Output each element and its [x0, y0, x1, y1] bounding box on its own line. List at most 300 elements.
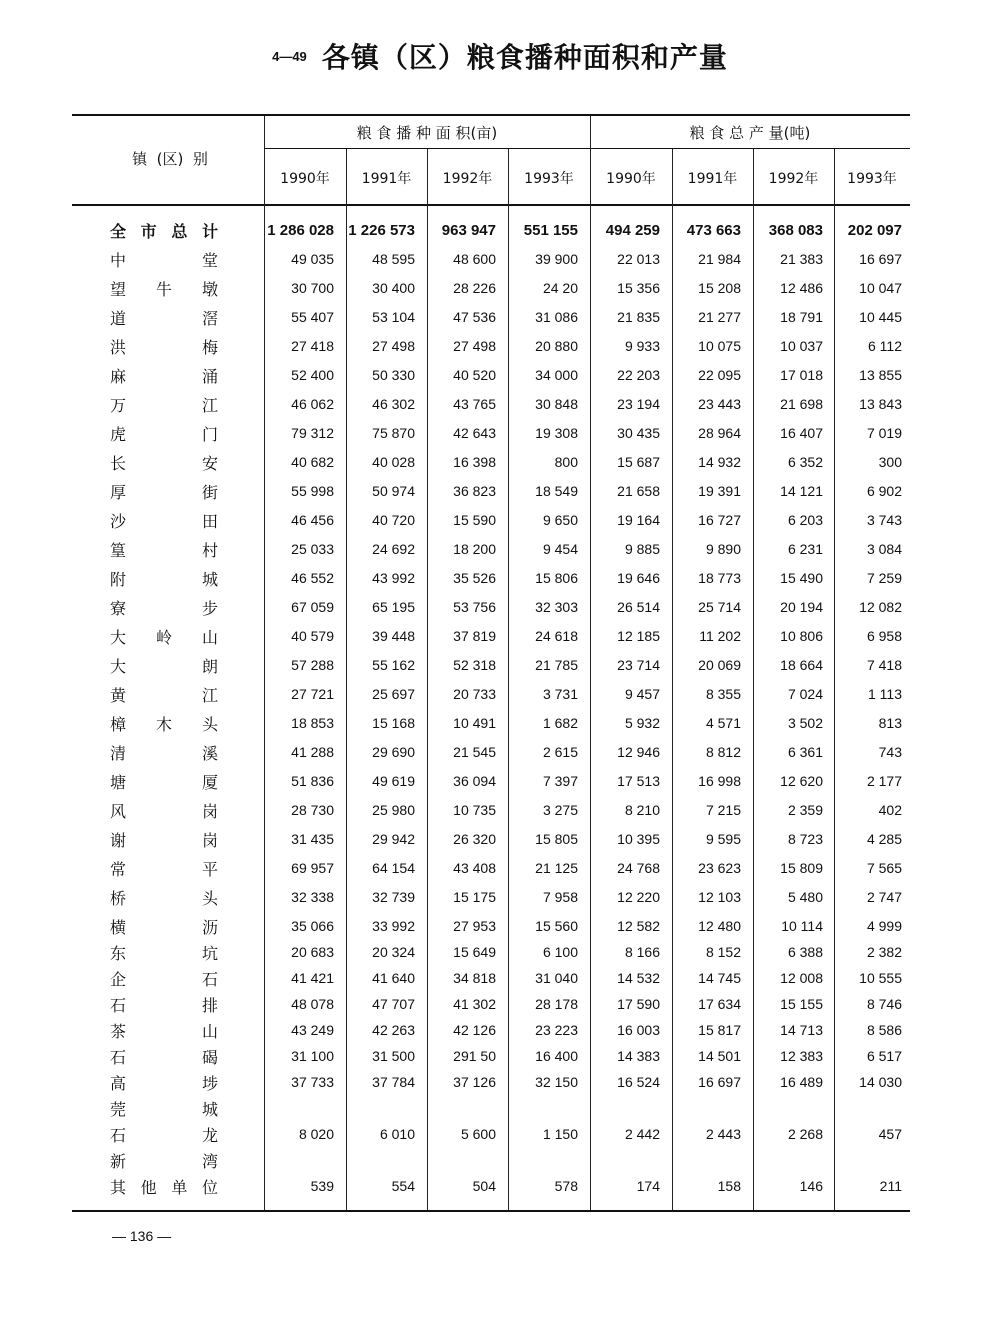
table-row [72, 798, 910, 823]
yield-value-cell: 26 514 [617, 599, 660, 615]
area-value-cell: 9 650 [542, 512, 578, 528]
yield-value-cell: 12 486 [780, 280, 823, 296]
area-value-cell: 7 397 [542, 773, 578, 789]
region-name-char: 樟 [110, 715, 127, 734]
region-name-char: 碣 [201, 1048, 218, 1067]
region-name-char: 步 [201, 599, 218, 618]
region-name-char: 常 [110, 860, 127, 879]
area-value-cell: 42 643 [453, 425, 496, 441]
table-row [72, 856, 910, 881]
yield-value-cell: 16 003 [617, 1022, 660, 1038]
area-value-cell: 35 526 [453, 570, 496, 586]
region-name [110, 885, 218, 910]
area-value-cell: 9 454 [542, 541, 578, 557]
region-name-char: 篁 [110, 541, 127, 560]
region-name-char: 城 [201, 1100, 218, 1119]
region-name-char: 埗 [201, 1074, 218, 1093]
region-name-char: 山 [201, 628, 218, 647]
area-value-cell: 16 400 [535, 1048, 578, 1064]
year-header: 1993年 [847, 171, 897, 187]
area-value-cell [258, 1096, 334, 1121]
yield-value-cell: 23 623 [698, 860, 741, 876]
yield-value-cell: 6 112 [868, 338, 902, 354]
region-name-char: 平 [201, 860, 218, 879]
region-name [110, 566, 218, 591]
region-name-char: 墩 [201, 280, 218, 299]
yield-value-cell: 6 361 [787, 744, 823, 760]
area-value-cell: 65 195 [372, 599, 415, 615]
yield-value-cell: 1 113 [868, 686, 902, 702]
area-value-cell: 18 200 [453, 541, 496, 557]
table-row [72, 769, 910, 794]
area-value-cell: 37 733 [291, 1074, 334, 1090]
yield-value-cell: 19 646 [617, 570, 660, 586]
yield-value-cell: 12 946 [617, 744, 660, 760]
year-header: 1991年 [361, 171, 412, 187]
region-name-char: 岗 [201, 831, 218, 850]
area-value-cell: 33 992 [372, 918, 415, 934]
table-row [72, 1018, 910, 1043]
area-value-cell: 29 690 [372, 744, 415, 760]
yield-value-cell [584, 1148, 660, 1173]
yield-value-cell: 16 407 [780, 425, 823, 441]
region-name [110, 363, 218, 388]
area-value-cell: 52 400 [291, 367, 334, 383]
region-name [110, 595, 218, 620]
area-value-cell: 37 126 [453, 1074, 496, 1090]
area-value-cell: 551 155 [523, 222, 578, 239]
area-value-cell: 21 125 [535, 860, 578, 876]
area-value-cell: 34 818 [453, 970, 496, 986]
table-row [72, 392, 910, 417]
region-name-char: 田 [201, 512, 218, 531]
yield-value-cell: 23 443 [698, 396, 741, 412]
area-value-cell: 35 066 [291, 918, 334, 934]
area-value-cell: 30 848 [535, 396, 578, 412]
region-name-char: 溪 [201, 744, 218, 763]
yield-value-cell [747, 1148, 823, 1173]
yield-value-cell: 5 932 [624, 715, 660, 731]
area-value-cell: 51 836 [291, 773, 334, 789]
yield-value-cell: 3 084 [866, 541, 902, 557]
yield-value-cell: 8 812 [705, 744, 741, 760]
region-name-char: 风 [110, 802, 127, 821]
yield-value-cell: 4 285 [866, 831, 902, 847]
yield-group-header: 粮 食 总 产 量(吨) [689, 124, 811, 142]
area-value-cell: 20 324 [372, 944, 415, 960]
yield-value-cell: 6 958 [866, 628, 902, 644]
region-name-char: 涌 [201, 367, 218, 386]
area-value-cell: 578 [554, 1178, 578, 1194]
yield-value-cell: 6 388 [787, 944, 823, 960]
yield-value-cell: 300 [878, 454, 902, 470]
yield-value-cell: 22 095 [698, 367, 741, 383]
yield-value-cell: 12 480 [698, 918, 741, 934]
header-bottom-rule [72, 204, 910, 206]
table-row [72, 1122, 910, 1147]
yield-value-cell: 11 202 [699, 628, 741, 644]
yield-value-cell: 494 259 [605, 222, 660, 239]
yield-value-cell: 14 030 [859, 1074, 902, 1090]
table-row [72, 276, 910, 301]
yield-value-cell: 21 698 [780, 396, 823, 412]
region-name-char: 附 [110, 570, 127, 589]
region-name [110, 305, 218, 330]
yield-value-cell: 9 885 [624, 541, 660, 557]
area-value-cell: 67 059 [291, 599, 334, 615]
region-name [110, 856, 218, 881]
table-number: 4—49 [272, 48, 307, 64]
yield-value-cell: 24 768 [617, 860, 660, 876]
area-value-cell: 28 226 [453, 280, 496, 296]
yield-value-cell: 14 932 [698, 454, 741, 470]
region-name-char: 沙 [110, 512, 127, 531]
yield-value-cell: 13 843 [859, 396, 902, 412]
yield-value-cell: 2 442 [624, 1126, 660, 1142]
yield-value-cell: 15 356 [617, 280, 660, 296]
area-value-cell: 3 275 [542, 802, 578, 818]
yield-value-cell: 9 595 [705, 831, 741, 847]
area-value-cell: 24 692 [372, 541, 415, 557]
area-value-cell: 27 418 [291, 338, 334, 354]
area-value-cell: 53 756 [453, 599, 496, 615]
table-row [72, 740, 910, 765]
area-value-cell: 23 223 [535, 1022, 578, 1038]
yield-value-cell: 2 359 [787, 802, 823, 818]
table-row [72, 1148, 910, 1173]
region-name-char: 牛 [155, 280, 172, 299]
yield-value-cell: 21 658 [617, 483, 660, 499]
area-value-cell: 55 407 [291, 309, 334, 325]
yield-value-cell: 21 277 [698, 309, 741, 325]
area-value-cell: 46 456 [291, 512, 334, 528]
region-name [110, 966, 218, 991]
yield-value-cell: 20 069 [698, 657, 741, 673]
area-value-cell: 1 150 [542, 1126, 578, 1142]
table-row [72, 479, 910, 504]
yield-value-cell: 7 418 [866, 657, 902, 673]
yield-value-cell: 8 210 [624, 802, 660, 818]
area-value-cell: 34 000 [535, 367, 578, 383]
region-name [110, 624, 218, 649]
area-value-cell: 32 338 [291, 889, 334, 905]
area-value-cell: 39 448 [372, 628, 415, 644]
region-name [110, 1174, 218, 1199]
yield-value-cell [826, 1148, 902, 1173]
yield-value-cell [665, 1096, 741, 1121]
region-name-char: 黄 [110, 686, 127, 705]
area-value-cell: 27 721 [291, 686, 334, 702]
area-value-cell: 40 520 [453, 367, 496, 383]
yield-value-cell: 23 194 [617, 396, 660, 412]
area-value-cell: 20 683 [291, 944, 334, 960]
yield-value-cell: 4 571 [705, 715, 741, 731]
yield-value-cell: 3 743 [866, 512, 902, 528]
area-value-cell: 47 707 [372, 996, 415, 1012]
area-value-cell: 32 739 [372, 889, 415, 905]
yield-value-cell: 10 555 [859, 970, 902, 986]
region-name [110, 450, 218, 475]
table-row [72, 566, 910, 591]
region-name-char: 位 [201, 1178, 218, 1197]
area-value-cell: 3 731 [542, 686, 578, 702]
area-value-cell: 50 974 [372, 483, 415, 499]
area-value-cell [420, 1096, 496, 1121]
area-value-cell: 10 735 [453, 802, 496, 818]
yield-value-cell: 17 590 [617, 996, 660, 1012]
yield-value-cell: 17 513 [617, 773, 660, 789]
yield-value-cell: 10 445 [859, 309, 902, 325]
yield-value-cell: 12 008 [780, 970, 823, 986]
yield-value-cell: 158 [717, 1178, 741, 1194]
yield-value-cell: 16 998 [698, 773, 741, 789]
region-name-char: 头 [201, 715, 218, 734]
year-header: 1990年 [280, 171, 330, 187]
region-name-char: 厚 [110, 483, 127, 502]
region-name-char: 他 [140, 1178, 157, 1197]
area-value-cell: 21 785 [535, 657, 578, 673]
region-name-char: 长 [110, 454, 127, 473]
area-value-cell: 1 286 028 [267, 222, 334, 239]
area-value-cell: 25 033 [291, 541, 334, 557]
region-name [110, 276, 218, 301]
yield-value-cell: 21 835 [617, 309, 660, 325]
yield-value-cell: 6 203 [787, 512, 823, 528]
table-row [72, 682, 910, 707]
yield-value-cell: 10 395 [617, 831, 660, 847]
area-value-cell: 26 320 [453, 831, 496, 847]
area-value-cell [339, 1148, 415, 1173]
region-name [110, 479, 218, 504]
region-name-char: 单 [171, 1178, 188, 1197]
region-name [110, 508, 218, 533]
area-value-cell: 48 078 [291, 996, 334, 1012]
region-name-char: 门 [201, 425, 218, 444]
yield-value-cell: 473 663 [686, 222, 741, 239]
yield-value-cell: 174 [636, 1178, 660, 1194]
yield-value-cell: 2 177 [866, 773, 902, 789]
table-row [72, 966, 910, 991]
area-value-cell: 15 560 [535, 918, 578, 934]
region-name-char: 虎 [110, 425, 127, 444]
area-value-cell: 20 733 [453, 686, 496, 702]
area-value-cell: 79 312 [291, 425, 334, 441]
area-value-cell: 40 720 [372, 512, 415, 528]
area-value-cell: 41 421 [291, 970, 334, 986]
year-header: 1993年 [524, 171, 574, 187]
area-value-cell: 8 020 [298, 1126, 334, 1142]
area-group-header: 粮 食 播 种 面 积(亩) [356, 124, 498, 142]
region-name [110, 740, 218, 765]
area-value-cell [339, 1096, 415, 1121]
area-value-cell: 37 819 [453, 628, 496, 644]
area-value-cell: 37 784 [372, 1074, 415, 1090]
table-row [72, 595, 910, 620]
area-value-cell: 41 302 [453, 996, 496, 1012]
table-row [72, 914, 910, 939]
yield-value-cell: 15 155 [780, 996, 823, 1012]
yield-value-cell: 8 166 [624, 944, 660, 960]
yield-value-cell: 5 480 [787, 889, 823, 905]
region-name-char: 街 [201, 483, 218, 502]
area-value-cell: 554 [391, 1178, 415, 1194]
yield-value-cell: 17 018 [780, 367, 823, 383]
yield-value-cell: 19 391 [698, 483, 741, 499]
region-name-char: 厦 [201, 773, 218, 792]
table-title: 各镇（区）粮食播种面积和产量 [321, 41, 728, 74]
area-value-cell: 48 600 [453, 251, 496, 267]
area-value-cell: 31 435 [291, 831, 334, 847]
area-value-cell: 43 408 [453, 860, 496, 876]
yield-value-cell: 14 121 [780, 483, 823, 499]
area-value-cell [502, 1096, 578, 1121]
yield-value-cell: 6 517 [866, 1048, 902, 1064]
area-value-cell: 31 100 [291, 1048, 334, 1064]
area-value-cell: 29 942 [372, 831, 415, 847]
area-value-cell: 31 086 [535, 309, 578, 325]
yield-value-cell: 2 382 [866, 944, 902, 960]
yield-value-cell: 12 185 [617, 628, 660, 644]
yield-value-cell: 25 714 [698, 599, 741, 615]
region-name [110, 392, 218, 417]
region-name-char: 东 [110, 944, 127, 963]
area-value-cell: 7 958 [542, 889, 578, 905]
region-name-char: 江 [201, 686, 218, 705]
area-value-cell: 16 398 [453, 454, 496, 470]
yield-value-cell: 146 [799, 1178, 823, 1194]
area-value-cell: 963 947 [441, 222, 496, 239]
yield-value-cell: 18 664 [780, 657, 823, 673]
area-value-cell: 32 150 [535, 1074, 578, 1090]
region-name-char: 石 [110, 1048, 127, 1067]
area-value-cell: 2 615 [542, 744, 578, 760]
region-name [110, 769, 218, 794]
area-value-cell: 43 992 [372, 570, 415, 586]
yield-value-cell: 19 164 [617, 512, 660, 528]
yield-value-cell: 12 620 [780, 773, 823, 789]
table-row [72, 624, 910, 649]
yield-value-cell: 8 586 [866, 1022, 902, 1038]
area-value-cell: 55 162 [372, 657, 415, 673]
yield-value-cell: 14 532 [617, 970, 660, 986]
table-row [72, 1070, 910, 1095]
region-name-char: 排 [201, 996, 218, 1015]
table-row [72, 653, 910, 678]
yield-value-cell: 23 714 [617, 657, 660, 673]
region-name-char: 万 [110, 396, 127, 415]
table-row [72, 421, 910, 446]
group-header-rule [264, 148, 910, 149]
area-value-cell: 24 20 [542, 280, 578, 296]
area-value-cell: 6 010 [379, 1126, 415, 1142]
table-row [72, 508, 910, 533]
area-value-cell: 48 595 [372, 251, 415, 267]
area-value-cell: 31 500 [372, 1048, 415, 1064]
region-name-char: 企 [110, 970, 127, 989]
table-row [72, 992, 910, 1017]
region-name [110, 334, 218, 359]
table-row [72, 711, 910, 736]
region-name-char: 道 [110, 309, 127, 328]
yield-value-cell [584, 1096, 660, 1121]
region-name-char: 大 [110, 657, 127, 676]
region-name [110, 827, 218, 852]
area-value-cell: 31 040 [535, 970, 578, 986]
area-value-cell: 30 700 [291, 280, 334, 296]
region-name-char: 其 [110, 1178, 127, 1197]
region-name-char: 湾 [201, 1152, 218, 1171]
yield-value-cell: 813 [878, 715, 902, 731]
area-value-cell: 6 100 [542, 944, 578, 960]
yield-value-cell: 457 [878, 1126, 902, 1142]
table-row [72, 1096, 910, 1121]
area-value-cell: 36 094 [453, 773, 496, 789]
region-name-char: 堂 [201, 251, 218, 270]
area-value-cell: 50 330 [372, 367, 415, 383]
yield-value-cell: 30 435 [617, 425, 660, 441]
yield-value-cell: 18 773 [698, 570, 741, 586]
yield-value-cell: 12 582 [617, 918, 660, 934]
region-name-char: 麻 [110, 367, 127, 386]
region-name-char: 桥 [110, 889, 127, 908]
yield-value-cell: 10 047 [859, 280, 902, 296]
yield-value-cell: 2 747 [866, 889, 902, 905]
area-value-cell: 75 870 [372, 425, 415, 441]
area-value-cell: 57 288 [291, 657, 334, 673]
yield-value-cell: 10 114 [781, 918, 823, 934]
area-value-cell [420, 1148, 496, 1173]
table-row [72, 940, 910, 965]
region-name [110, 537, 218, 562]
area-value-cell: 40 028 [372, 454, 415, 470]
area-value-cell: 46 062 [291, 396, 334, 412]
area-value-cell [502, 1148, 578, 1173]
yield-value-cell: 6 352 [787, 454, 823, 470]
area-value-cell: 25 697 [372, 686, 415, 702]
area-value-cell: 40 579 [291, 628, 334, 644]
area-value-cell: 28 730 [291, 802, 334, 818]
yield-value-cell: 14 501 [698, 1048, 741, 1064]
area-value-cell: 40 682 [291, 454, 334, 470]
area-value-cell: 21 545 [453, 744, 496, 760]
yield-value-cell: 8 355 [705, 686, 741, 702]
yield-value-cell [747, 1096, 823, 1121]
yield-value-cell: 211 [879, 1178, 902, 1194]
yield-value-cell: 21 984 [698, 251, 741, 267]
region-name-char: 望 [110, 280, 127, 299]
region-name-char: 茶 [110, 1022, 127, 1041]
table-row [72, 305, 910, 330]
area-value-cell: 25 980 [372, 802, 415, 818]
region-name [110, 1096, 218, 1121]
area-value-cell: 30 400 [372, 280, 415, 296]
area-value-cell: 53 104 [372, 309, 415, 325]
yield-value-cell [665, 1148, 741, 1173]
area-value-cell: 55 998 [291, 483, 334, 499]
top-rule [72, 114, 910, 116]
region-name [110, 1044, 218, 1069]
region-name-char: 总 [171, 222, 188, 241]
area-value-cell: 46 552 [291, 570, 334, 586]
table-row [72, 247, 910, 272]
area-value-cell: 27 498 [453, 338, 496, 354]
yield-value-cell: 202 097 [847, 222, 902, 239]
yield-value-cell: 9 890 [705, 541, 741, 557]
region-name-char: 岭 [155, 628, 172, 647]
area-value-cell: 32 303 [535, 599, 578, 615]
region-name-char: 市 [140, 222, 157, 241]
yield-value-cell: 12 103 [698, 889, 741, 905]
